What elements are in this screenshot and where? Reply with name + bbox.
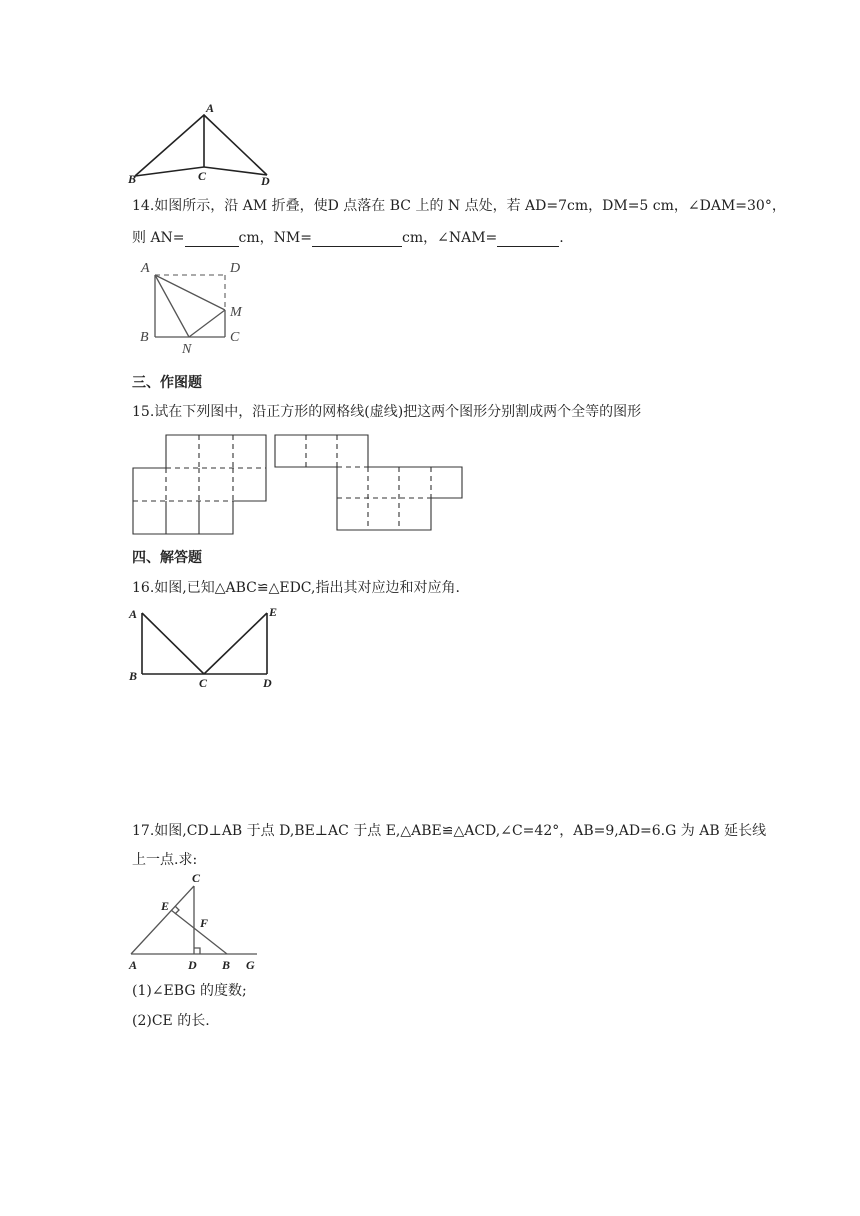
fig14-label-c: C [230,330,240,345]
section-4-heading: 四、解答题 [132,550,202,566]
fig14-label-d: D [230,261,241,276]
q14-line2: 则 AN= cm，NM= cm，∠NAM= . [132,230,564,246]
q14-text: 14.如图所示，沿 AM 折叠，使D 点落在 BC 上的 N 点处，若 AD=7cm，DM=5 cm，∠DAM=30°， [132,198,786,214]
figure-15-right-grid [274,434,466,534]
fig16-label-a: A [129,607,138,621]
fig13-label-b: B [128,172,137,186]
fig16-label-b: B [129,669,138,683]
q17-sub1: (1)∠EBG 的度数; [132,983,247,999]
fig13-label-d: D [261,174,270,188]
fig14-label-n: N [182,342,192,357]
fig17-label-g: G [246,958,255,972]
fig17-label-c: C [192,871,201,885]
fig17-label-d: D [188,958,197,972]
fig14-label-b: B [140,330,149,345]
fig16-label-d: D [263,676,272,690]
fig13-label-c: C [198,169,207,183]
q15-text: 15.试在下列图中，沿正方形的网格线(虚线)把这两个图形分别割成两个全等的图形 [132,404,642,420]
fig17-label-e: E [161,899,170,913]
fig17-label-f: F [200,916,209,930]
nm-answer-blank[interactable] [312,232,402,247]
figure-15-left-grid [132,434,272,536]
nam-answer-blank[interactable] [497,232,559,247]
fig16-label-c: C [199,676,208,690]
figure-17 [125,868,275,973]
q16-text: 16.如图,已知△ABC≌△EDC,指出其对应边和对应角. [132,580,460,596]
fig14-label-m: M [230,305,242,320]
fig17-label-b: B [222,958,231,972]
q17-line1: 17.如图,CD⊥AB 于点 D,BE⊥AC 于点 E,△ABE≌△ACD,∠C=42°，AB=9,AD=6.G 为 AB 延长线 [132,823,767,839]
section-3-heading: 三、作图题 [132,375,202,391]
q14-line1 [132,197,786,215]
fig14-label-a: A [141,261,150,276]
an-answer-blank[interactable] [185,232,239,247]
fig13-label-a: A [206,101,215,115]
fig17-label-a: A [129,958,138,972]
q17-sub2: (2)CE 的长. [132,1013,210,1029]
q17-line2: 上一点.求: [132,852,198,868]
figure-16 [125,602,285,692]
fig16-label-e: E [269,605,278,619]
figure-14 [135,255,265,360]
figure-13 [125,100,285,190]
